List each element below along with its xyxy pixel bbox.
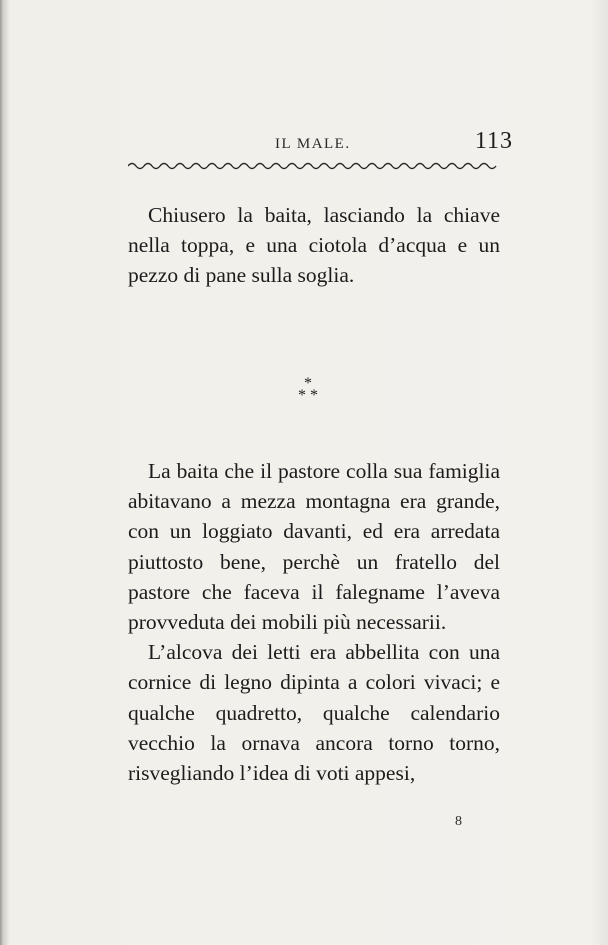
section-break	[288, 375, 328, 410]
paragraph-block-2	[128, 456, 500, 788]
asterisk-top: *	[304, 375, 312, 392]
page-header	[125, 128, 513, 158]
running-head: IL MALE.	[275, 136, 351, 152]
page-number: 113	[474, 128, 513, 154]
paragraph-block-1	[128, 200, 500, 291]
decorative-rule	[128, 160, 498, 172]
paragraph: La baita che il pastore colla sua famiglia abitavano a mezza montagna era grande, con un loggiato davanti, ed era arredata piuttosto bene, perchè un fratello del pastore che faceva il falegname l’aveva provveduta dei mobili più necessarii.	[128, 459, 500, 635]
signature-mark: 8	[455, 814, 462, 829]
paragraph: L’alcova dei letti era abbellita con una cornice di legno dipinta a colori vivaci; e qualche quadretto, qualche calendario vecchio la ornava ancora torno torno, risvegliando l’idea di voti appesi,	[128, 640, 500, 786]
asterisk-bottom: * *	[298, 387, 318, 404]
paragraph: Chiusero la baita, lasciando la chiave nella toppa, e una ciotola d’acqua e un pezzo di pane sulla soglia.	[128, 203, 500, 288]
